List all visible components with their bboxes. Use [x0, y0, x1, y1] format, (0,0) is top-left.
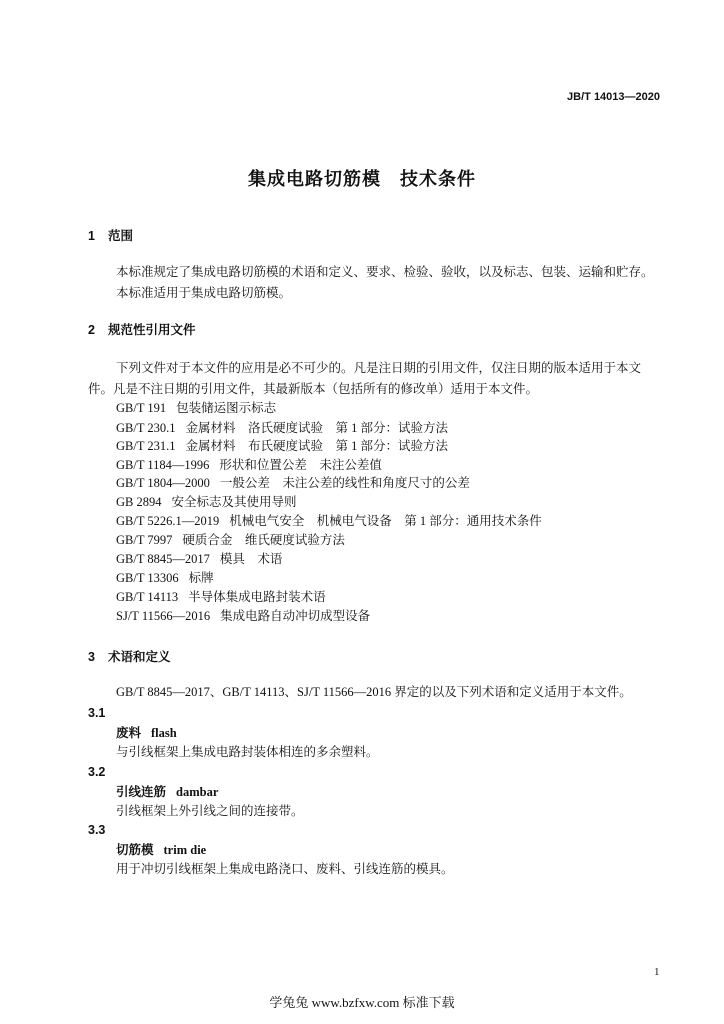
term-number: 3.2	[88, 765, 106, 779]
footer-watermark: 学兔兔 www.bzfxw.com 标准下载	[269, 995, 455, 1010]
reference-item	[116, 589, 326, 605]
reference-title: 一般公差 未注公差的线性和角度尺寸的公差	[219, 476, 470, 490]
reference-item	[116, 420, 448, 436]
term-name-english: trim die	[163, 843, 207, 857]
document-title: 集成电路切筋模 技术条件	[248, 169, 476, 189]
reference-item	[116, 457, 382, 473]
reference-code: GB/T 13306	[116, 571, 179, 585]
section-2-number: 2	[88, 323, 95, 337]
section-2-intro-line: 件。凡是不注日期的引用文件，其最新版本（包括所有的修改单）适用于本文件。	[88, 382, 539, 396]
reference-title: 金属材料 洛氏硬度试验 第 1 部分：试验方法	[185, 421, 449, 435]
reference-item	[116, 400, 276, 416]
section-1-number: 1	[88, 229, 95, 243]
section-1-title: 范围	[108, 229, 134, 243]
term-number: 3.1	[88, 706, 106, 720]
reference-title: 形状和位置公差 未注公差值	[219, 458, 382, 472]
term-heading	[116, 725, 177, 741]
page-number: 1	[654, 966, 660, 978]
reference-title: 集成电路自动冲切成型设备	[220, 609, 371, 623]
section-1-paragraph: 本标准适用于集成电路切筋模。	[116, 286, 292, 300]
reference-code: GB/T 5226.1—2019	[116, 514, 220, 528]
term-name-chinese: 废料	[116, 726, 142, 740]
reference-item	[116, 551, 282, 567]
term-definition: 引线框架上外引线之间的连接带。	[116, 804, 304, 818]
reference-code: GB/T 191	[116, 401, 167, 415]
reference-code: GB/T 8845—2017	[116, 552, 210, 566]
reference-item	[116, 608, 370, 624]
reference-item	[116, 570, 214, 586]
reference-title: 半导体集成电路封装术语	[188, 590, 326, 604]
reference-code: SJ/T 11566—2016	[116, 609, 211, 623]
reference-item	[116, 438, 448, 454]
reference-code: GB/T 231.1	[116, 439, 176, 453]
reference-title: 包装储运图示标志	[176, 401, 277, 415]
reference-title: 金属材料 布氏硬度试验 第 1 部分：试验方法	[185, 439, 449, 453]
term-heading	[116, 842, 206, 858]
reference-title: 模具 术语	[219, 552, 283, 566]
reference-title: 标牌	[188, 571, 214, 585]
reference-title: 安全标志及其使用导则	[171, 495, 297, 509]
reference-code: GB 2894	[116, 495, 162, 509]
reference-code: GB/T 7997	[116, 533, 173, 547]
term-definition: 用于冲切引线框架上集成电路浇口、废料、引线连筋的模具。	[116, 862, 454, 876]
section-3-intro: GB/T 8845—2017、GB/T 14113、SJ/T 11566—2016 界定的以及下列术语和定义适用于本文件。	[116, 685, 632, 699]
reference-item	[116, 513, 542, 529]
reference-item	[116, 494, 297, 510]
section-3-number: 3	[88, 650, 95, 664]
section-1-paragraph: 本标准规定了集成电路切筋模的术语和定义、要求、检验、验收，以及标志、包装、运输和贮存。	[116, 265, 654, 279]
reference-title: 硬质合金 维氏硬度试验方法	[182, 533, 345, 547]
term-name-chinese: 引线连筋	[116, 785, 167, 799]
term-heading	[116, 784, 218, 800]
reference-item	[116, 532, 345, 548]
term-number: 3.3	[88, 823, 106, 837]
term-name-english: dambar	[176, 785, 219, 799]
term-definition: 与引线框架上集成电路封装体相连的多余塑料。	[116, 745, 379, 759]
section-2-intro-line: 下列文件对于本文件的应用是必不可少的。凡是注日期的引用文件，仅注日期的版本适用于本文	[116, 361, 642, 375]
reference-code: GB/T 1184—1996	[116, 458, 210, 472]
document-number: JB/T 14013—2020	[567, 91, 660, 103]
reference-title: 机械电气安全 机械电气设备 第 1 部分：通用技术条件	[229, 514, 542, 528]
term-name-english: flash	[151, 726, 177, 740]
reference-code: GB/T 230.1	[116, 421, 176, 435]
section-2-title: 规范性引用文件	[108, 323, 196, 337]
reference-code: GB/T 14113	[116, 590, 179, 604]
reference-code: GB/T 1804—2000	[116, 476, 210, 490]
term-name-chinese: 切筋模	[116, 843, 154, 857]
reference-item	[116, 475, 470, 491]
section-3-title: 术语和定义	[108, 650, 171, 664]
